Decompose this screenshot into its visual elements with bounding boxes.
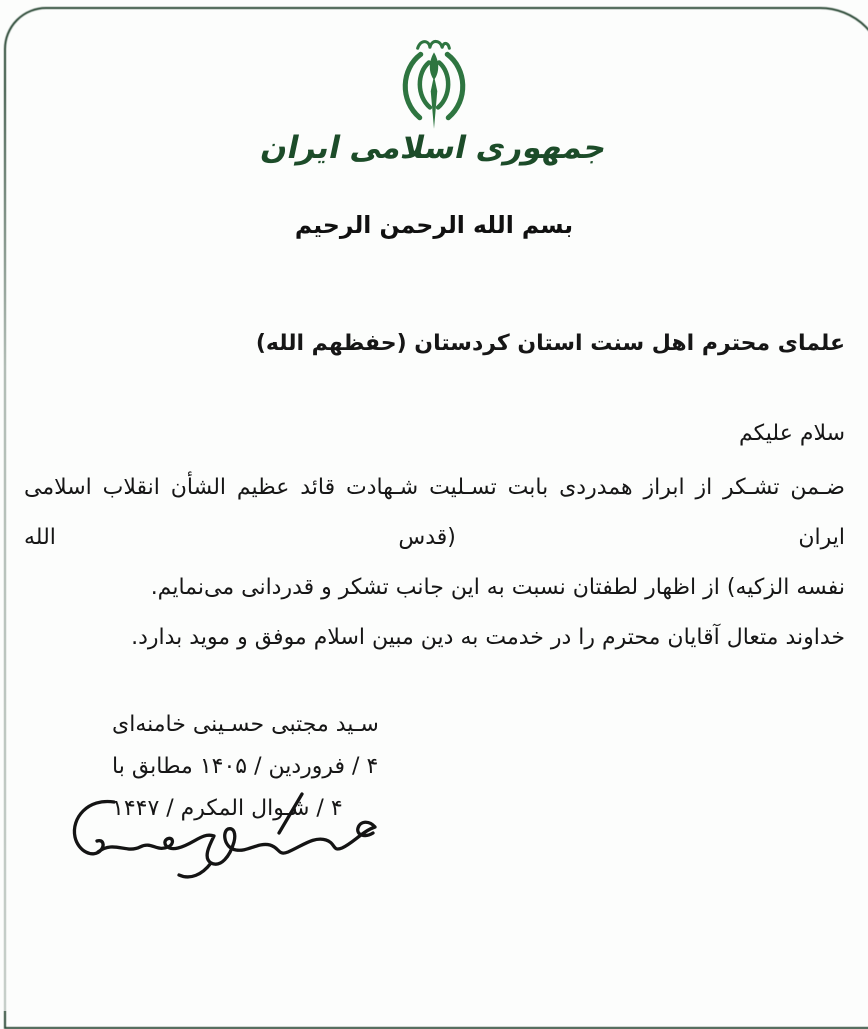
bismillah-line: بسم الله الرحمن الرحیم xyxy=(294,211,574,239)
addressee-line: علمای محترم اهل سنت استان کردستان (حفظهم الله) xyxy=(255,331,845,356)
signature-name: سـید مجتبی حسـینی خامنه‌ای xyxy=(112,712,379,737)
body-line: ضـمن تشـکر از ابراز همدردی بابت تسـلیت شـهادت قائد عظیم الشأن انقلاب اسلامی ایران (قدس الله xyxy=(24,475,845,550)
letter-body xyxy=(24,463,845,663)
signature-date-lunar: ۴ / شـوال المکرم / ۱۴۴۷ xyxy=(112,796,343,821)
body-line: خداوند متعال آقایان محترم را در خدمت به دین مبین اسلام موفق و موید بدارد. xyxy=(131,625,845,650)
body-line: نفسه الزکیه) از اظهار لطفتان نسبت به این جانب تشکر و قدردانی می‌نمایم. xyxy=(150,575,845,600)
republic-calligraphy-title: جمهوری اسلامی ایران xyxy=(257,130,611,166)
handwritten-signature xyxy=(52,790,394,916)
signature-date-solar: ۴ / فروردین / ۱۴۰۵ مطابق با xyxy=(112,754,379,779)
salutation-line: سلام علیکم xyxy=(738,421,845,446)
iran-emblem-icon xyxy=(389,37,479,133)
